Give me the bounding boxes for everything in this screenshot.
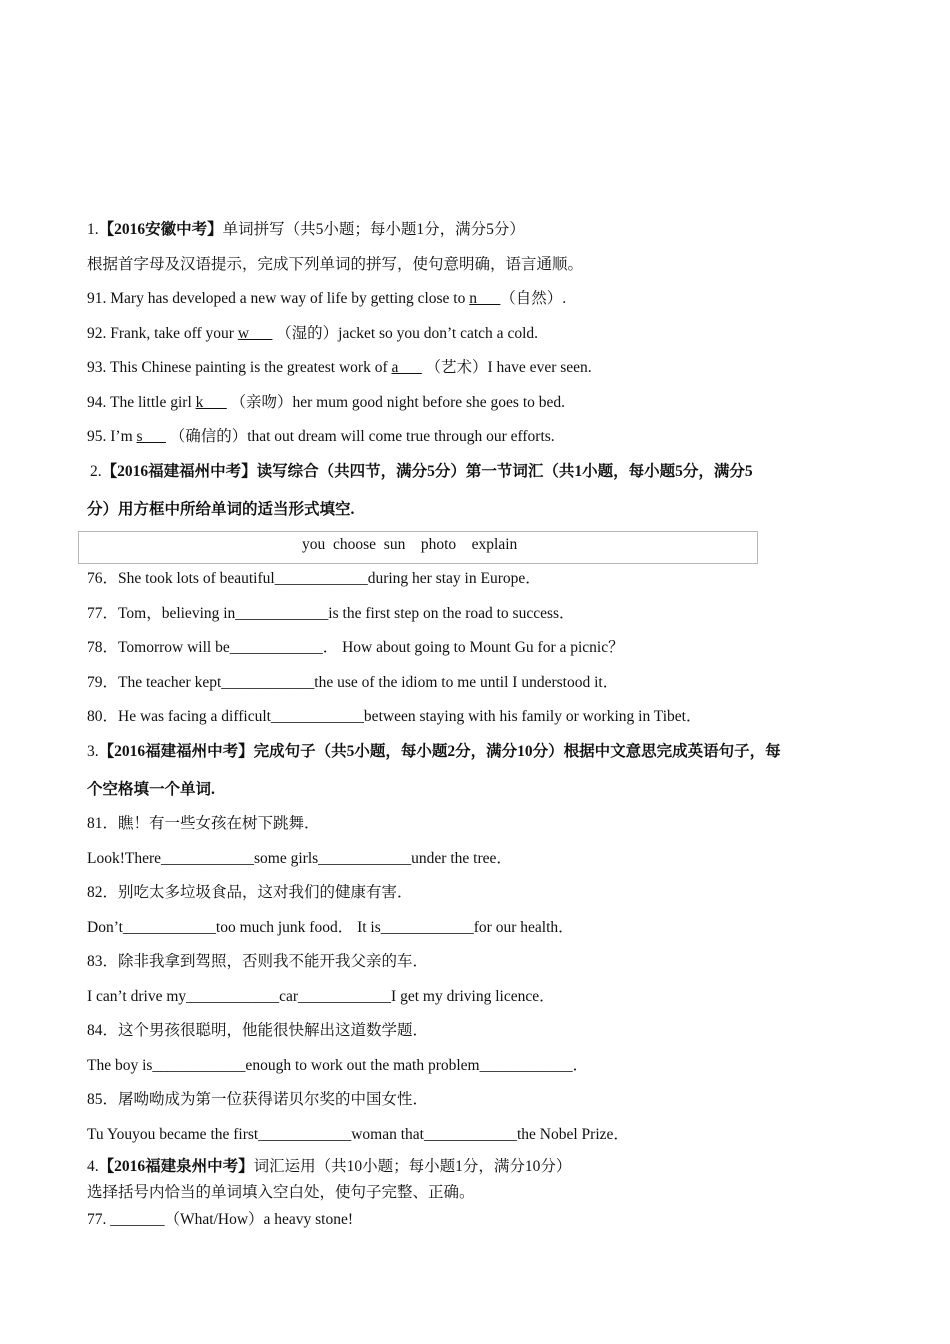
- q2-item-80: 80．He was facing a difficult____________between staying with his family or working in Tibet．: [87, 708, 702, 725]
- item-text: 95. I’m: [87, 428, 137, 445]
- item-text: （自然）.: [500, 290, 567, 307]
- q1-item-94: [87, 393, 565, 413]
- item-text: （亲吻）her mum good night before she goes to bed.: [226, 394, 565, 411]
- q1-instruction: 根据首字母及汉语提示，完成下列单词的拼写，使句意明确，语言通顺。: [87, 256, 584, 273]
- item-text: 91. Mary has developed a new way of life by getting close to: [87, 290, 470, 307]
- q1-title: 单词拼写（共5小题；每小题1分，满分5分）: [222, 221, 525, 238]
- q4-item-77: 77. _______（What/How）a heavy stone!: [87, 1211, 354, 1228]
- blank-hint: k___: [195, 394, 227, 411]
- q2-heading-line1: [90, 462, 753, 482]
- q2-title: 读写综合（共四节，满分5分）第一节词汇（共1小题，每小题5分，满分5: [256, 463, 753, 480]
- q1-item-95: [87, 427, 555, 447]
- q4-instruction: 选择括号内恰当的单词填入空白处，使句子完整、正确。: [87, 1184, 475, 1201]
- q3-heading-line2: 个空格填一个单词.: [87, 781, 215, 798]
- blank-hint: w___: [237, 325, 273, 342]
- blank-hint: a___: [391, 359, 422, 376]
- item-text: （湿的）jacket so you don’t catch a cold.: [272, 325, 538, 342]
- q3-item-82-cn: 82．别吃太多垃圾食品，这对我们的健康有害．: [87, 884, 413, 901]
- q3-item-81-en: Look!There____________some girls____________under the tree．: [87, 850, 512, 867]
- q3-item-85-cn: 85．屠呦呦成为第一位获得诺贝尔奖的中国女性．: [87, 1091, 429, 1108]
- q3-heading-line1: [87, 742, 781, 762]
- q4-source: 【2016福建泉州中考】: [98, 1158, 254, 1175]
- q1-heading: [87, 220, 525, 240]
- q3-title: 完成句子（共5小题，每小题2分，满分10分）根据中文意思完成英语句子，每: [253, 743, 781, 760]
- q2-heading-line2: 分）用方框中所给单词的适当形式填空.: [87, 501, 355, 518]
- q2-item-77: 77．Tom，believing in____________is the first step on the road to success．: [87, 605, 575, 622]
- item-text: 92. Frank, take off your: [87, 325, 238, 342]
- q1-number: 1.: [87, 221, 99, 238]
- item-text: 93. This Chinese painting is the greatest work of: [87, 359, 392, 376]
- q2-source: 【2016福建福州中考】: [101, 463, 257, 480]
- q1-source: 【2016安徽中考】: [98, 221, 223, 238]
- blank-hint: n___: [469, 290, 501, 307]
- q4-title: 词汇运用（共10小题；每小题1分，满分10分）: [253, 1158, 572, 1175]
- q3-item-83-cn: 83．除非我拿到驾照，否则我不能开我父亲的车．: [87, 953, 429, 970]
- q3-item-84-en: The boy is____________enough to work out the math problem____________．: [87, 1057, 589, 1074]
- q3-item-85-en: Tu Youyou became the first____________woman that____________the Nobel Prize．: [87, 1126, 629, 1143]
- q3-item-84-cn: 84．这个男孩很聪明，他能很快解出这道数学题．: [87, 1022, 429, 1039]
- q2-item-76: 76．She took lots of beautiful____________during her stay in Europe．: [87, 570, 541, 587]
- q3-item-81-cn: 81．瞧！有一些女孩在树下跳舞．: [87, 815, 320, 832]
- item-text: 94. The little girl: [87, 394, 196, 411]
- q3-item-82-en: Don’t____________too much junk food． It is____________for our health．: [87, 919, 574, 936]
- q1-item-93: [87, 358, 592, 378]
- q4-number: 4.: [87, 1158, 99, 1175]
- q1-item-92: [87, 324, 538, 344]
- q1-item-91: [87, 289, 566, 309]
- q2-number: 2.: [90, 463, 102, 480]
- item-text: （确信的）that out dream will come true through our efforts.: [165, 428, 555, 445]
- q3-number: 3.: [87, 743, 99, 760]
- q4-heading: [87, 1157, 571, 1177]
- q3-item-83-en: I can’t drive my____________car____________I get my driving licence．: [87, 988, 555, 1005]
- word-box-words: you choose sun photo explain: [302, 536, 518, 553]
- q2-item-79: 79．The teacher kept____________the use of the idiom to me until I understood it．: [87, 674, 619, 691]
- q3-source: 【2016福建福州中考】: [98, 743, 254, 760]
- q2-item-78: 78．Tomorrow will be____________． How about going to Mount Gu for a picnic？: [87, 639, 624, 656]
- item-text: （艺术）I have ever seen.: [421, 359, 592, 376]
- blank-hint: s___: [136, 428, 166, 445]
